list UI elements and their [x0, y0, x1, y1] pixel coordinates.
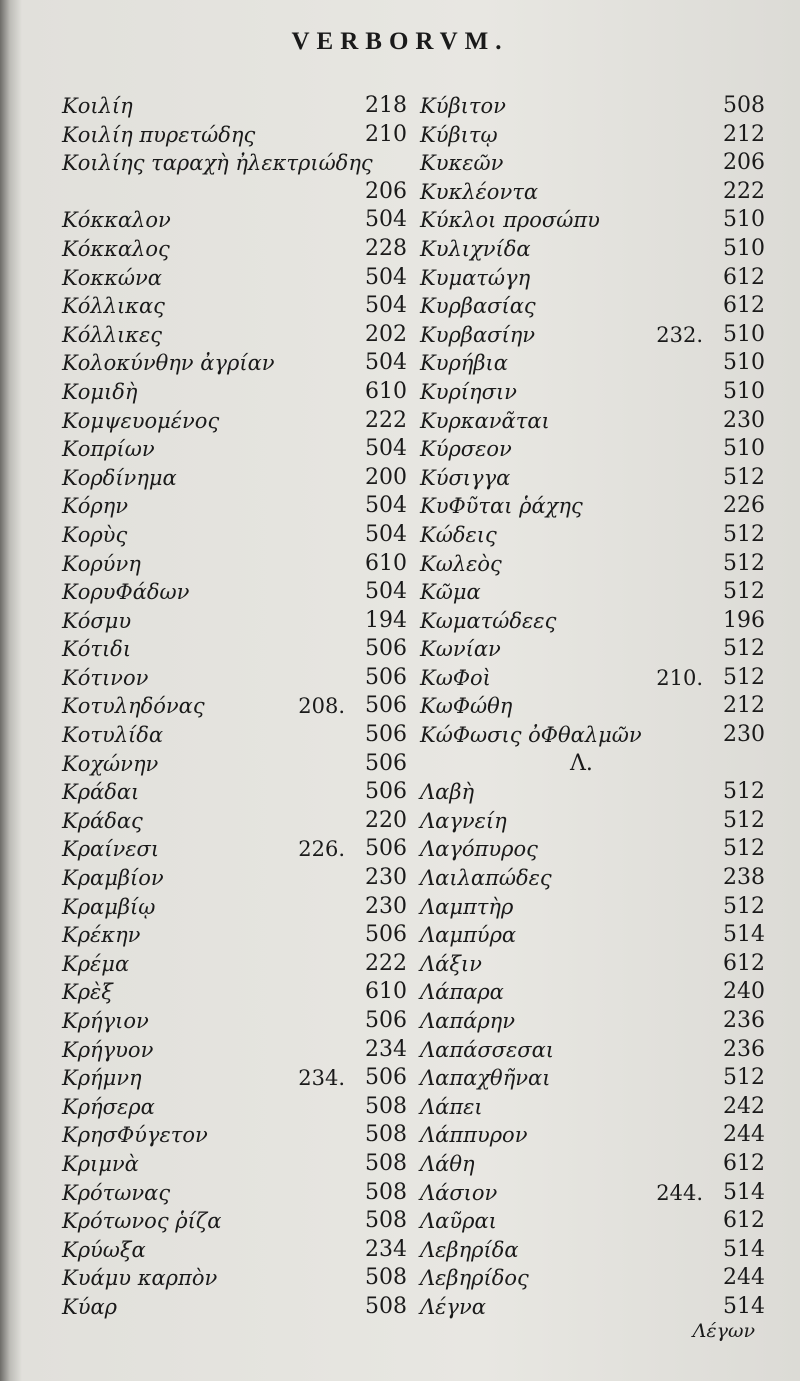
entry-page-number: 508 — [723, 93, 765, 118]
entry-term: Κυκλέοντα — [420, 179, 539, 204]
entry-page-number: 234 — [365, 1236, 407, 1262]
index-entry — [62, 607, 407, 636]
entry-page-number: 508 — [365, 1150, 407, 1176]
index-entry — [62, 407, 407, 436]
index-entry — [420, 206, 765, 235]
entry-page-number: 506 — [365, 922, 407, 948]
index-entry — [62, 664, 407, 693]
entry-term: Λαῦραι — [420, 1209, 497, 1234]
entry-page-number: 506 — [365, 1065, 407, 1091]
entry-alt-page: 210. — [656, 665, 703, 690]
index-entry — [420, 1121, 765, 1150]
index-entry — [420, 1236, 765, 1265]
entry-page-number: 206 — [365, 178, 407, 204]
index-entry — [62, 235, 407, 264]
entry-page-number: 612 — [723, 293, 765, 319]
index-entry — [420, 978, 765, 1007]
index-entry — [420, 235, 765, 264]
index-entry — [420, 92, 765, 121]
entry-term: Λάπει — [420, 1094, 483, 1119]
entry-page-number: 508 — [365, 1265, 407, 1291]
entry-page-number: 222 — [365, 407, 407, 433]
entry-term: Κωλεὸς — [420, 551, 502, 576]
entry-term: Κυκεῶν — [420, 151, 504, 176]
index-entry — [62, 1121, 407, 1150]
entry-page-number: 238 — [723, 865, 765, 891]
entry-page-number: 228 — [365, 235, 407, 261]
entry-page-number: 230 — [723, 407, 765, 433]
index-entry — [420, 292, 765, 321]
index-entry — [420, 921, 765, 950]
entry-term: Κοιλίης ταραχὴ ἠλεκτριώδης — [62, 151, 373, 176]
index-entry — [62, 978, 407, 1007]
entry-page-number: 212 — [723, 121, 765, 147]
entry-term: ΚώΦωσις ὀΦθαλμῶν — [420, 723, 642, 748]
index-entry — [420, 1064, 765, 1093]
entry-page-number: 202 — [365, 321, 407, 347]
entry-term: Λεβηρίδος — [420, 1266, 529, 1291]
entry-page-number: 506 — [365, 636, 407, 662]
entry-page-number: 512 — [723, 579, 765, 605]
entry-page-number: 504 — [365, 436, 407, 462]
entry-term: Κραμβίῳ — [62, 894, 156, 919]
entry-term: Κομιδὴ — [62, 379, 138, 404]
index-entry — [62, 1064, 407, 1093]
index-entry — [62, 1293, 407, 1322]
entry-term: Κυματώγη — [420, 265, 531, 290]
entry-term: Κυρήβια — [420, 351, 508, 376]
index-entry — [62, 264, 407, 293]
entry-term: Λαπαχθῆναι — [420, 1066, 551, 1091]
entry-page-number: 230 — [723, 722, 765, 748]
entry-page-number: 514 — [723, 1293, 765, 1319]
entry-page-number: 236 — [723, 1008, 765, 1033]
index-entry — [420, 578, 765, 607]
entry-term: Κρήσερα — [62, 1094, 155, 1119]
entry-term: Κύβιτῳ — [420, 122, 498, 147]
entry-page-number: 510 — [723, 378, 765, 404]
index-entry — [420, 321, 765, 350]
entry-term: Λαβὴ — [420, 780, 475, 805]
index-entry — [62, 807, 407, 836]
entry-term: Κόρην — [62, 494, 129, 519]
entry-term: Κύρσεον — [420, 437, 512, 462]
entry-alt-page: 244. — [656, 1180, 703, 1205]
index-entry — [420, 464, 765, 493]
entry-page-number: 506 — [365, 1008, 407, 1033]
entry-term: Κράδας — [62, 808, 143, 833]
entry-page-number: 510 — [723, 350, 765, 376]
entry-term: Κυλιχνίδα — [420, 236, 531, 261]
running-header: VERBORVM. — [291, 28, 509, 55]
entry-term: Κώδεις — [420, 522, 497, 547]
index-entry — [62, 378, 407, 407]
entry-page-number: 220 — [365, 807, 407, 833]
index-entry — [420, 349, 765, 378]
entry-term: Λαμπύρα — [420, 923, 517, 948]
entry-term: Κρὲξ — [62, 980, 113, 1005]
entry-page-number: 504 — [365, 293, 407, 319]
entry-term: Κρέμα — [62, 951, 130, 976]
entry-term: Λαπάσσεσαι — [420, 1037, 555, 1062]
entry-term: Κομψευομένος — [62, 408, 220, 433]
entry-term: Κοκκώνα — [62, 265, 162, 290]
entry-term: Κύβιτον — [420, 94, 506, 118]
index-entry — [62, 750, 407, 779]
index-entry — [420, 1179, 765, 1208]
entry-term: Κόσμυ — [62, 608, 132, 633]
index-entry — [62, 435, 407, 464]
entry-page-number: 510 — [723, 235, 765, 261]
entry-term: Κυρίησιν — [420, 379, 517, 404]
entry-page-number: 244 — [723, 1265, 765, 1291]
index-entry — [420, 550, 765, 579]
index-entry — [420, 807, 765, 836]
entry-page-number: 242 — [723, 1093, 765, 1119]
entry-page-number: 506 — [365, 836, 407, 862]
index-entry — [420, 1036, 765, 1065]
entry-page-number: 504 — [365, 521, 407, 547]
entry-term: Κωνίαν — [420, 637, 501, 662]
entry-page-number: 506 — [365, 722, 407, 748]
entry-page-number: 512 — [723, 664, 765, 690]
entry-page-number: 508 — [365, 1293, 407, 1319]
index-entry — [62, 1264, 407, 1293]
index-entry — [420, 721, 765, 750]
entry-term: Λαπάρην — [420, 1009, 516, 1033]
entry-page-number: 512 — [723, 636, 765, 662]
entry-term: Κολοκύνθην ἀγρίαν — [62, 351, 275, 376]
entry-term: Κόλλικας — [62, 294, 165, 319]
entry-page-number: 508 — [365, 1208, 407, 1234]
entry-page-number: 210 — [365, 121, 407, 147]
index-entry — [420, 435, 765, 464]
entry-page-number: 612 — [723, 1208, 765, 1234]
entry-page-number: 206 — [723, 150, 765, 176]
entry-term: Κυρβασίας — [420, 294, 536, 319]
index-entry — [62, 635, 407, 664]
entry-page-number: 510 — [723, 207, 765, 233]
entry-page-number: 512 — [723, 550, 765, 576]
index-entry — [62, 1036, 407, 1065]
index-entry — [62, 950, 407, 979]
entry-term: Κοιλίη πυρετώδης — [62, 122, 256, 147]
entry-page-number: 508 — [365, 1093, 407, 1119]
entry-term: Λαιλαπώδες — [420, 866, 552, 891]
right-index-column — [420, 92, 765, 1322]
entry-page-number: 506 — [365, 750, 407, 776]
entry-term: Κόκκαλος — [62, 236, 170, 261]
entry-page-number: 240 — [723, 979, 765, 1005]
index-entry — [420, 1207, 765, 1236]
entry-page-number: 504 — [365, 579, 407, 605]
entry-term: Κῶμα — [420, 580, 481, 605]
entry-term: Λαγόπυρος — [420, 837, 538, 862]
entry-page-number: 612 — [723, 1150, 765, 1176]
index-entry — [420, 178, 765, 207]
index-entry — [420, 1007, 765, 1036]
entry-page-number: 506 — [365, 664, 407, 690]
index-entry — [62, 521, 407, 550]
entry-page-number: 226 — [723, 493, 765, 519]
entry-term: Κρήγιον — [62, 1009, 149, 1033]
entry-page-number: 218 — [365, 93, 407, 118]
entry-term: Κράδαι — [62, 780, 140, 805]
index-entry — [62, 349, 407, 378]
index-entry — [420, 692, 765, 721]
entry-alt-page: 208. — [298, 694, 345, 719]
entry-page-number: 514 — [723, 1236, 765, 1262]
entry-page-number: 512 — [723, 893, 765, 919]
entry-page-number: 504 — [365, 264, 407, 290]
index-entry — [420, 264, 765, 293]
index-entry — [62, 578, 407, 607]
index-entry — [62, 492, 407, 521]
entry-term: Λέγνα — [420, 1294, 486, 1319]
entry-page-number: 512 — [723, 1065, 765, 1091]
entry-page-number: 230 — [365, 893, 407, 919]
index-entry — [62, 1093, 407, 1122]
entry-page-number: 508 — [365, 1179, 407, 1205]
index-entry — [62, 178, 407, 207]
entry-alt-page: 234. — [298, 1066, 345, 1091]
index-entry — [62, 550, 407, 579]
index-entry — [62, 92, 407, 121]
index-entry — [420, 864, 765, 893]
index-entry — [420, 1150, 765, 1179]
entry-alt-page: 232. — [656, 322, 703, 347]
entry-term: Κύκλοι προσώπυ — [420, 208, 600, 233]
entry-term: Λάπαρα — [420, 980, 504, 1005]
entry-page-number: 506 — [365, 693, 407, 719]
entry-page-number: 512 — [723, 836, 765, 862]
index-entry — [62, 778, 407, 807]
entry-term: Κότινον — [62, 665, 149, 690]
section-heading — [420, 750, 765, 779]
index-entry — [62, 1236, 407, 1265]
entry-term: Κυρκανᾶται — [420, 408, 550, 433]
entry-term: Κρήμνη — [62, 1066, 142, 1091]
entry-page-number: 612 — [723, 264, 765, 290]
index-entry — [420, 1293, 765, 1322]
entry-page-number: 230 — [365, 865, 407, 891]
entry-page-number: 512 — [723, 779, 765, 805]
index-entry — [62, 893, 407, 922]
entry-term: Λαγνείη — [420, 808, 507, 833]
index-entry — [62, 292, 407, 321]
entry-page-number: 504 — [365, 493, 407, 519]
entry-page-number: 512 — [723, 521, 765, 547]
index-entry — [420, 1093, 765, 1122]
index-entry — [420, 607, 765, 636]
entry-term: ΚωΦώθη — [420, 694, 513, 719]
entry-page-number: 222 — [365, 950, 407, 976]
index-entry — [62, 321, 407, 350]
entry-page-number: 506 — [365, 779, 407, 805]
entry-term: ΚρησΦύγετον — [62, 1123, 208, 1148]
index-entry — [62, 921, 407, 950]
entry-page-number: 194 — [365, 607, 407, 633]
entry-term: Κοχώνην — [62, 751, 159, 776]
index-entry — [62, 1150, 407, 1179]
entry-term: Κόλλικες — [62, 322, 162, 347]
entry-page-number: 610 — [365, 979, 407, 1005]
index-entry — [62, 121, 407, 150]
entry-term: Κοπρίων — [62, 437, 155, 462]
entry-term: Κοιλίη — [62, 94, 133, 118]
entry-page-number: 508 — [365, 1122, 407, 1148]
index-entry — [62, 835, 407, 864]
entry-page-number: 244 — [723, 1122, 765, 1148]
index-entry — [62, 206, 407, 235]
entry-page-number: 512 — [723, 464, 765, 490]
entry-page-number: 222 — [723, 178, 765, 204]
entry-term: Κρήγυον — [62, 1037, 154, 1062]
entry-term: ΚωΦοὶ — [420, 665, 491, 690]
entry-alt-page: 226. — [298, 837, 345, 862]
index-entry — [62, 692, 407, 721]
entry-term: ΚορυΦάδων — [62, 580, 190, 605]
entry-term: Λαμπτὴρ — [420, 894, 514, 919]
entry-term: Κορδίνημα — [62, 465, 177, 490]
entry-term: Κραμβίον — [62, 866, 164, 891]
entry-term: Λεβηρίδα — [420, 1237, 519, 1262]
left-index-column — [62, 92, 407, 1322]
entry-term: Κυρβασίην — [420, 322, 536, 347]
index-entry — [62, 1007, 407, 1036]
entry-term: Κρέκην — [62, 923, 141, 948]
index-entry — [62, 721, 407, 750]
index-entry — [62, 1179, 407, 1208]
entry-term: Κωματώδεες — [420, 608, 557, 633]
index-entry — [62, 1207, 407, 1236]
entry-term: Κορὺς — [62, 522, 128, 547]
index-entry — [420, 407, 765, 436]
entry-page-number: 234 — [365, 1036, 407, 1062]
entry-term: Κοτυληδόνας — [62, 694, 205, 719]
entry-page-number: 504 — [365, 350, 407, 376]
index-entry — [420, 521, 765, 550]
entry-term: Κότιδι — [62, 637, 132, 662]
index-entry — [420, 778, 765, 807]
entry-term: Λάσιον — [420, 1180, 498, 1205]
entry-page-number: 610 — [365, 378, 407, 404]
index-entry — [62, 864, 407, 893]
entry-term: Κρύωξα — [62, 1237, 146, 1262]
index-entry — [420, 149, 765, 178]
entry-term: Κοτυλίδα — [62, 723, 164, 748]
entry-term: Κορύνη — [62, 551, 141, 576]
entry-term: Κυάμυ καρπὸν — [62, 1266, 218, 1291]
entry-page-number: 510 — [723, 436, 765, 462]
entry-page-number: 512 — [723, 807, 765, 833]
entry-page-number: 514 — [723, 922, 765, 948]
entry-page-number: 612 — [723, 950, 765, 976]
entry-term: ΚυΦῦται ῥάχης — [420, 494, 583, 519]
entry-page-number: 514 — [723, 1179, 765, 1205]
entry-page-number: 196 — [723, 607, 765, 633]
entry-term: Κριμνὰ — [62, 1151, 139, 1176]
entry-page-number: 610 — [365, 550, 407, 576]
catchword: Λέγων — [692, 1320, 755, 1342]
index-entry — [420, 893, 765, 922]
index-entry — [420, 121, 765, 150]
entry-term: Κύαρ — [62, 1294, 117, 1319]
section-letter: Λ. — [570, 750, 593, 776]
entry-page-number: 510 — [723, 321, 765, 347]
entry-term: Λάξιν — [420, 951, 482, 976]
index-entry — [62, 464, 407, 493]
entry-term: Κρότωνας — [62, 1180, 171, 1205]
index-entry — [62, 149, 407, 178]
index-entry — [420, 635, 765, 664]
entry-page-number: 236 — [723, 1036, 765, 1062]
entry-term: Λάππυρον — [420, 1123, 528, 1148]
entry-term: Λάθη — [420, 1151, 475, 1176]
index-entry — [420, 664, 765, 693]
entry-term: Κραίνεσι — [62, 837, 160, 862]
entry-page-number: 504 — [365, 207, 407, 233]
index-entry — [420, 835, 765, 864]
entry-page-number: 212 — [723, 693, 765, 719]
index-entry — [420, 950, 765, 979]
index-entry — [420, 492, 765, 521]
entry-page-number: 200 — [365, 464, 407, 490]
entry-term: Κύσιγγα — [420, 465, 511, 490]
index-entry — [420, 378, 765, 407]
entry-term: Κόκκαλον — [62, 208, 171, 233]
entry-term: Κρότωνος ῥίζα — [62, 1209, 222, 1234]
index-entry — [420, 1264, 765, 1293]
